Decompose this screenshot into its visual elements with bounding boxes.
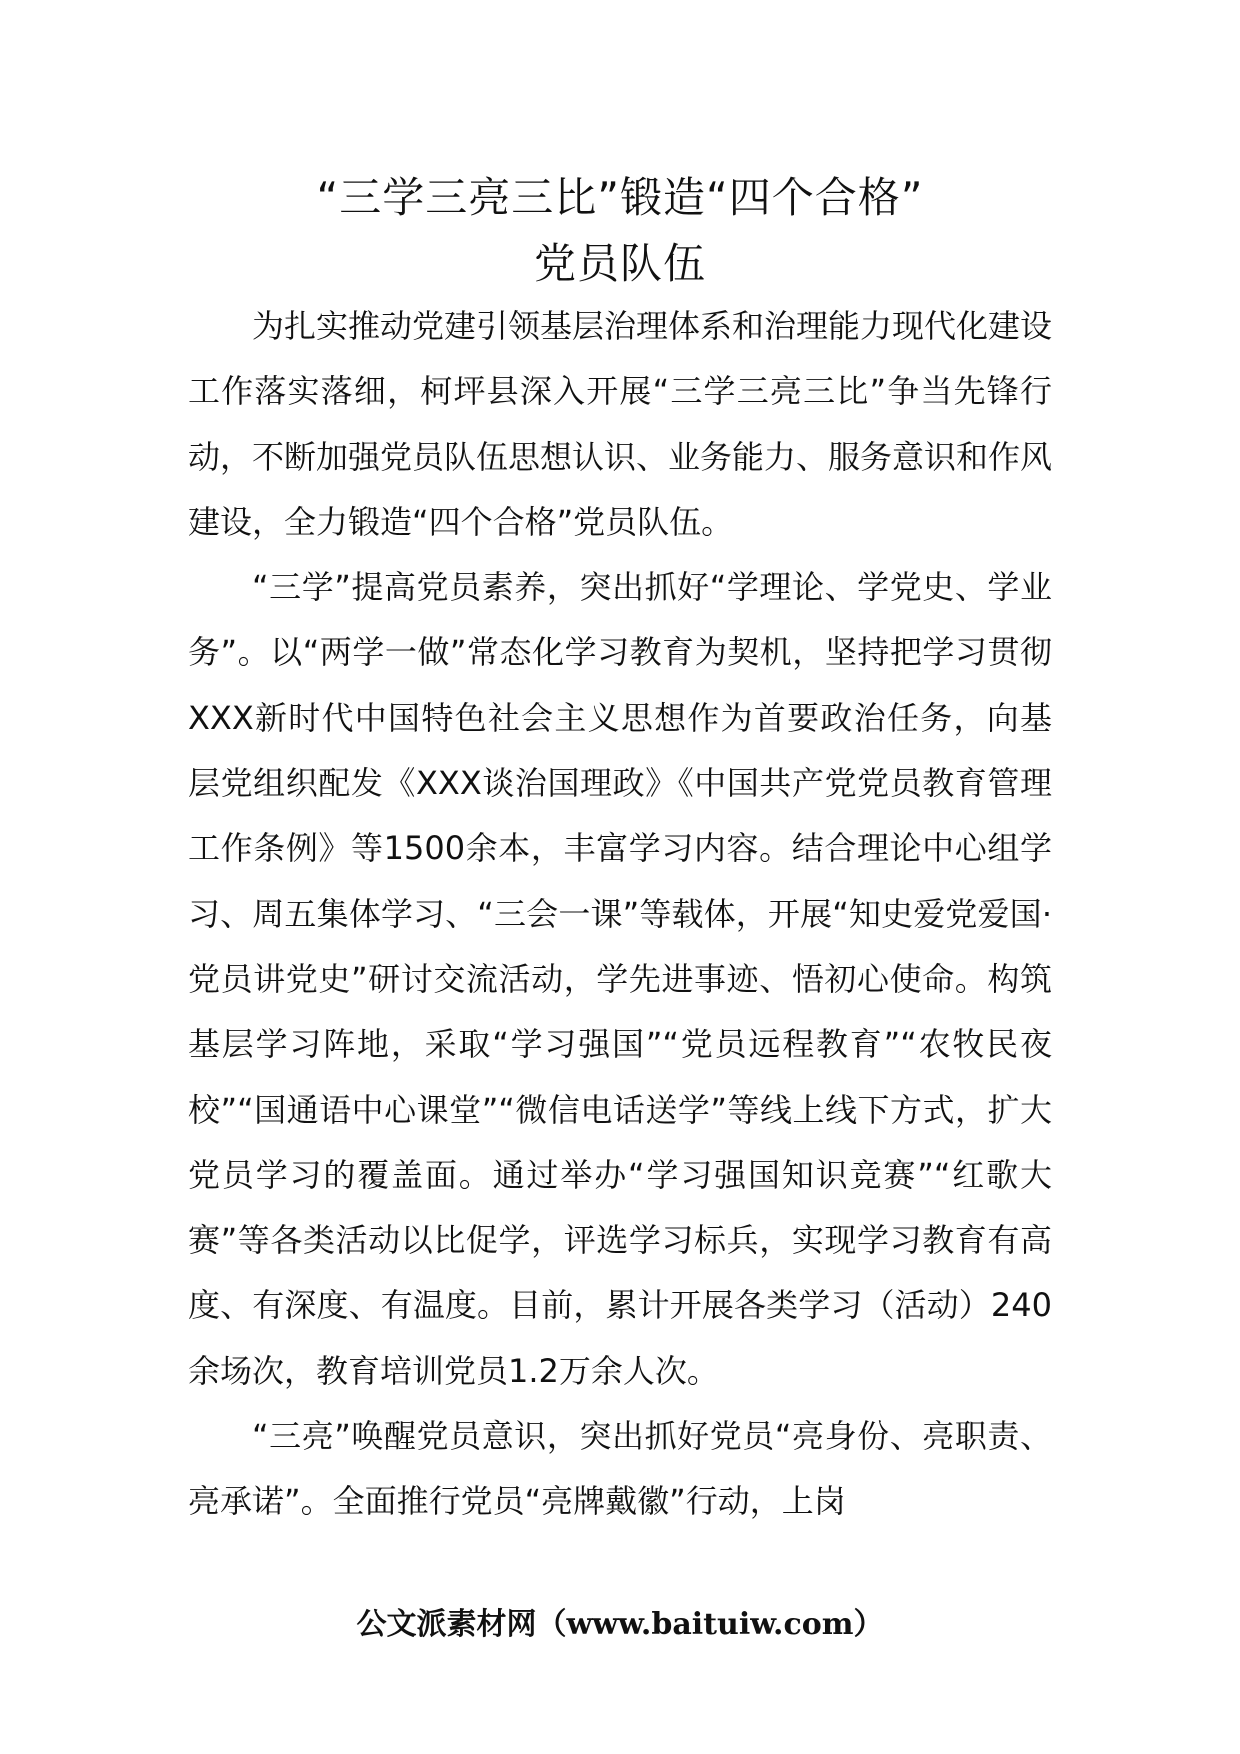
document-title-line1: “三学三亮三比”锻造“四个合格” <box>316 173 924 222</box>
paragraph-intro: 为扎实推动党建引领基层治理体系和治理能力现代化建设工作落实落细，柯坪县深入开展“三学三亮三比”争当先锋行动，不断加强党员队伍思想认识、业务能力、服务意识和作风建设，全力锻造“四个合格”党员队伍。 <box>188 307 1053 541</box>
paragraph-san-xue: “三学”提高党员素养，突出抓好“学理论、学党史、学业务”。以“两学一做”常态化学习教育为契机，坚持把学习贯彻XXX新时代中国特色社会主义思想作为首要政治任务，向基层党组织配发《XXX谈治国理政》《中国共产党党员教育管理工作条例》等1500余本，丰富学习内容。结合理论中心组学习、周五集体学习、“三会一课”等载体，开展“知史爱党爱国·党员讲党史”研讨交流活动，学先进事迹、悟初心使命。构筑基层学习阵地，采取“学习强国”“党员远程教育”“农牧民夜校”“国通语中心课堂”“微信电话送学”等线上线下方式，扩大党员学习的覆盖面。通过举办“学习强国知识竞赛”“红歌大赛”等各类活动以比促学，评选学习标兵，实现学习教育有高度、有深度、有温度。目前，累计开展各类学习（活动）240余场次，教育培训党员1.2万余人次。 <box>188 568 1052 1390</box>
paragraph-san-liang: “三亮”唤醒党员意识，突出抓好党员“亮身份、亮职责、亮承诺”。全面推行党员“亮牌戴徽”行动，上岗 <box>188 1417 1052 1521</box>
document-body <box>188 294 1052 1535</box>
document-title-line2: 党员队伍 <box>533 239 706 288</box>
page-footer-source: 公文派素材网（www.baituiw.com） <box>356 1607 884 1642</box>
